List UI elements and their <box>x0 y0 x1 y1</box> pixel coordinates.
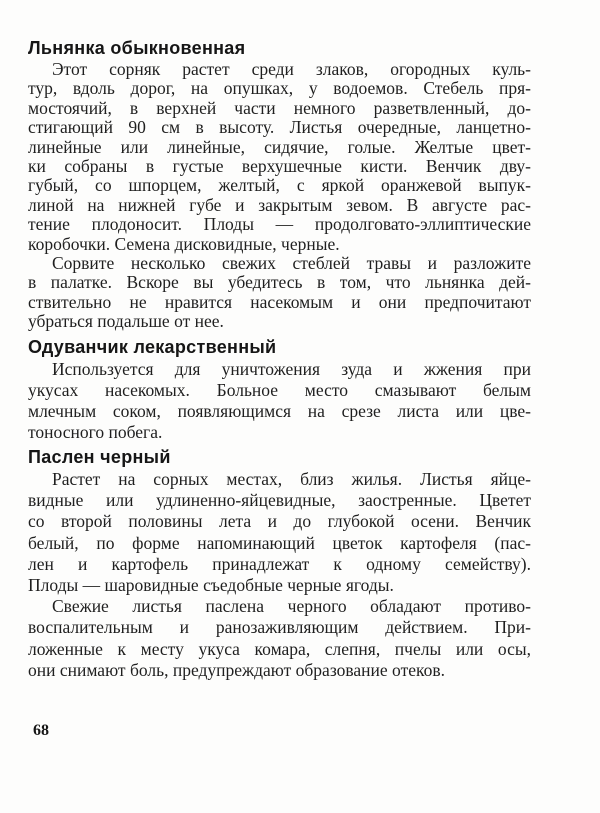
section-body <box>28 60 531 332</box>
text-line: ки собраны в густые верхушечные кисти. Венчик дву- <box>28 156 531 177</box>
text-line: лен и картофель принадлежат к одному семейству). <box>28 553 531 574</box>
text-line: убраться подальше от нее. <box>28 311 224 332</box>
text-line: ствительно не нравится насекомым и они предпочитают <box>28 291 531 312</box>
text-line: коробочки. Семена дисковидные, черные. <box>28 233 340 254</box>
text-line: тоносного побега. <box>28 422 163 442</box>
section-heading: Одуванчик лекарственный <box>28 337 277 357</box>
section <box>28 337 531 443</box>
section <box>28 38 531 332</box>
text-line: Используется для уничтожения зуда и жжения при <box>52 359 531 379</box>
text-line: млечным соком, появляющимся на срезе листа или цве- <box>28 401 531 421</box>
text-line: воспалительным и ранозаживляющим действием. При- <box>28 617 531 638</box>
text-line: Плоды — шаровидные съедобные черные ягоды. <box>28 575 394 596</box>
text-line: Сорвите несколько свежих стеблей травы и разложите <box>52 253 531 274</box>
text-line: Свежие листья паслена черного обладают противо- <box>52 596 531 617</box>
text-line: Растет на сорных местах, близ жилья. Листья яйце- <box>52 469 531 489</box>
text-line: линейные или линейные, сидячие, голые. Желтые цвет- <box>28 136 531 157</box>
text-line: ложенные к месту укуса комара, слепня, пчелы или осы, <box>28 638 531 659</box>
text-line: стигающий 90 см в высоту. Листья очередные, ланцетно- <box>28 117 531 138</box>
section-body <box>28 469 531 681</box>
text-line: тение плодоносит. Плоды — продолговато-эллиптические <box>28 214 531 235</box>
section-body <box>28 359 531 443</box>
section-heading: Паслен черный <box>28 447 171 467</box>
text-line: тур, вдоль дорог, на опушках, у водоемов. Стебель пря- <box>28 78 531 99</box>
page-number: 68 <box>33 722 49 739</box>
text-line: в палатке. Вскоре вы убедитесь в том, что льнянка дей- <box>28 272 531 293</box>
text-line: мостоячий, в верхней части немного разветвленный, до- <box>28 97 531 118</box>
text-line: они снимают боль, предупреждают образование отеков. <box>28 659 445 680</box>
section-heading: Льнянка обыкновенная <box>28 38 246 58</box>
text-line: белый, по форме напоминающий цветок картофеля (пас- <box>28 532 531 553</box>
text-line: линой на нижней губе и закрытым зевом. В августе рас- <box>28 194 531 215</box>
section <box>28 447 531 681</box>
text-line: Этот сорняк растет среди злаков, огородных куль- <box>52 59 531 79</box>
text-line: со второй половины лета и до глубокой осени. Венчик <box>28 511 531 532</box>
text-line: губый, со шпорцем, желтый, с яркой оранжевой выпук- <box>28 175 531 196</box>
text-line: укусах насекомых. Больное место смазывают белым <box>28 380 531 400</box>
text-line: видные или удлиненно-яйцевидные, заостренные. Цветет <box>28 490 531 511</box>
